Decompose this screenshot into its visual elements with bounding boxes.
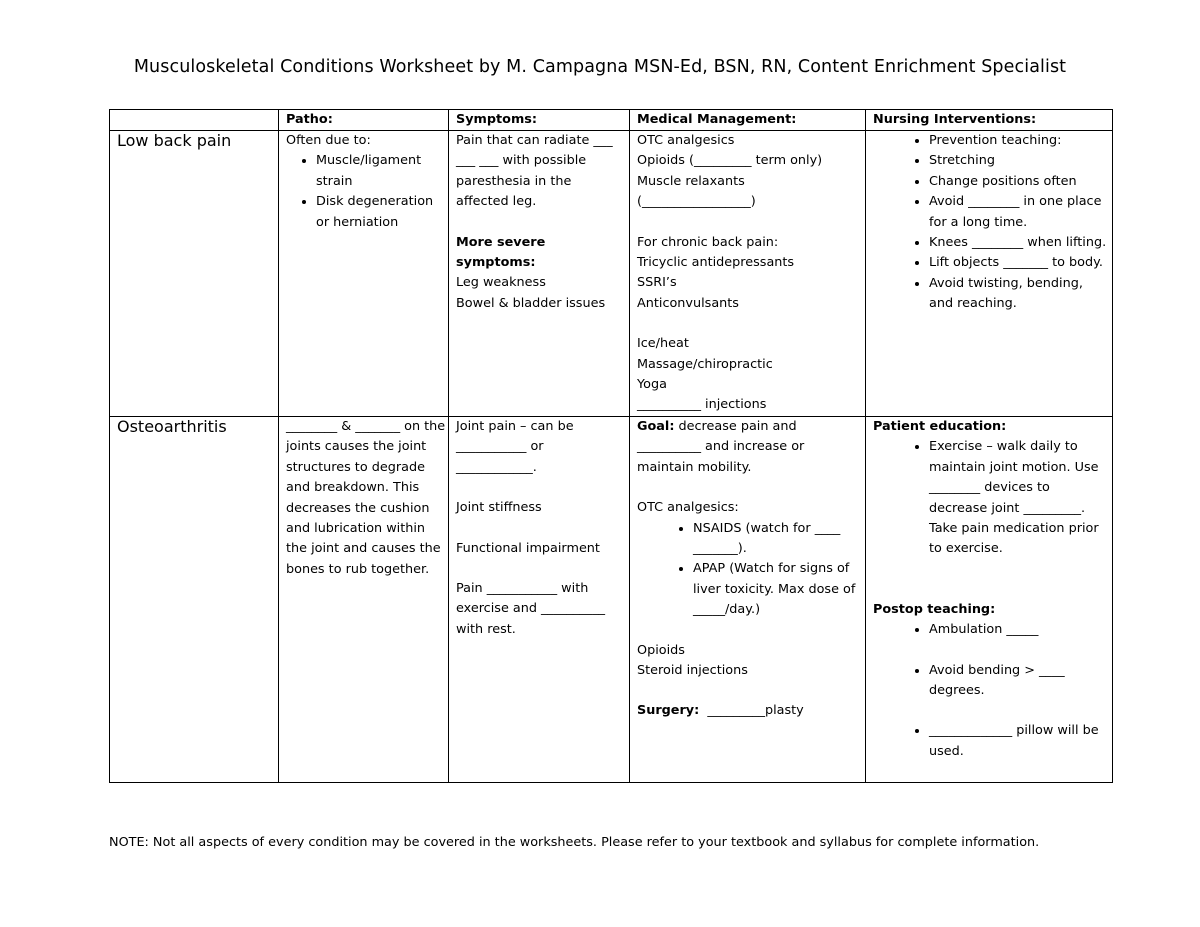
med-line: Tricyclic antidepressants (637, 255, 795, 271)
list-item: • Disk degeneration or herniation (316, 192, 446, 233)
header-row (110, 110, 1113, 131)
med-line: __________ injections (637, 397, 767, 413)
list-item: • Avoid ________ in one place for a long time. (929, 192, 1110, 233)
surgery-text: _________plasty (699, 703, 804, 719)
med-line: Massage/chiropractic (637, 356, 773, 372)
patho-cell (279, 417, 449, 783)
otc-list (637, 519, 863, 621)
nursing-cell (866, 131, 1113, 417)
postop-teaching-heading: Postop teaching: (873, 601, 996, 617)
table-row-low-back-pain (110, 131, 1113, 417)
list-item: • Avoid twisting, bending, and reaching. (929, 274, 1110, 315)
med-line: Anticonvulsants (637, 295, 739, 311)
med-line: SSRI’s (637, 275, 677, 291)
list-item: • Knees ________ when lifting. (929, 233, 1110, 253)
education-list (873, 437, 1110, 559)
footer-note: NOTE: Not all aspects of every condition may be covered in the worksheets. Please refer to your textbook and syllabus for complete information. (109, 835, 1040, 850)
symptom-line: Bowel & bladder issues (456, 295, 606, 311)
nursing-cell (866, 417, 1113, 783)
med-line: Muscle relaxants (637, 173, 745, 189)
medical-cell (630, 131, 866, 417)
surgery-line (637, 701, 863, 721)
symptom-line: Pain ___________ with exercise and __________ with rest. (456, 581, 606, 637)
worksheet-title: Musculoskeletal Conditions Worksheet by M. Campagna MSN-Ed, BSN, RN, Content Enrichment Specialist (133, 57, 1067, 77)
conditions-table (109, 109, 1113, 783)
med-line: OTC analgesics (637, 133, 735, 148)
header-patho: Patho: (279, 110, 449, 131)
severe-symptoms-heading: More severe symptoms: (456, 234, 546, 271)
patho-text: ________ & _______ on the joints causes the joint structures to degrade and breakdown. This decreases the cushion and lubrication within the joint and causes the bones to rub together. (286, 419, 446, 577)
symptoms-text: Pain that can radiate ___ ___ ___ with possible paresthesia in the affected leg. (456, 133, 613, 210)
table-row-osteoarthritis (110, 417, 1113, 783)
symptom-line: Leg weakness (456, 275, 546, 291)
condition-name: Osteoarthritis (110, 417, 279, 783)
symptoms-cell (449, 417, 630, 783)
symptoms-cell (449, 131, 630, 417)
postop-list (873, 620, 1110, 762)
list-item: • Lift objects _______ to body. (929, 253, 1110, 273)
med-line: Opioids (637, 642, 685, 658)
list-item: • Ambulation _____ (929, 620, 1110, 640)
header-medical-management: Medical Management: (630, 110, 866, 131)
goal-text: decrease pain and __________ and increase or maintain mobility. (637, 419, 805, 475)
list-item: • _____________ pillow will be used. (929, 721, 1110, 762)
med-line: Yoga (637, 377, 667, 393)
symptom-line: Joint pain – can be ___________ or ____________. (456, 419, 574, 475)
med-line: Ice/heat (637, 336, 689, 352)
chronic-heading: For chronic back pain: (637, 234, 779, 250)
patho-list (286, 151, 446, 233)
condition-name: Low back pain (110, 131, 279, 417)
list-item: • NSAIDS (watch for ____ _______). (693, 519, 863, 560)
med-line: (_________________) (637, 194, 756, 210)
list-item: • Change positions often (929, 172, 1110, 192)
list-item: • Exercise – walk daily to maintain joint motion. Use ________ devices to decrease joint _________. Take pain medication prior to exercise. (929, 437, 1110, 559)
nursing-list (873, 131, 1110, 315)
patient-education-heading: Patient education: (873, 419, 1007, 434)
header-blank (110, 110, 279, 131)
list-item: • Stretching (929, 151, 1110, 171)
symptom-line: Functional impairment (456, 540, 600, 556)
goal-label: Goal: (637, 419, 675, 434)
list-item: • Avoid bending > ____ degrees. (929, 661, 1110, 702)
patho-cell (279, 131, 449, 417)
list-item: • APAP (Watch for signs of liver toxicity. Max dose of _____/day.) (693, 559, 863, 620)
med-line: Steroid injections (637, 663, 748, 679)
patho-intro: Often due to: (286, 133, 371, 148)
symptom-line: Joint stiffness (456, 500, 542, 516)
med-line: Opioids (_________ term only) (637, 153, 823, 169)
medical-cell (630, 417, 866, 783)
header-nursing-interventions: Nursing Interventions: (866, 110, 1113, 131)
header-symptoms: Symptoms: (449, 110, 630, 131)
list-item: • Muscle/ligament strain (316, 151, 446, 192)
surgery-label: Surgery: (637, 703, 700, 719)
goal-line (637, 417, 863, 478)
otc-heading: OTC analgesics: (637, 500, 739, 516)
list-item: • Prevention teaching: (929, 131, 1110, 151)
